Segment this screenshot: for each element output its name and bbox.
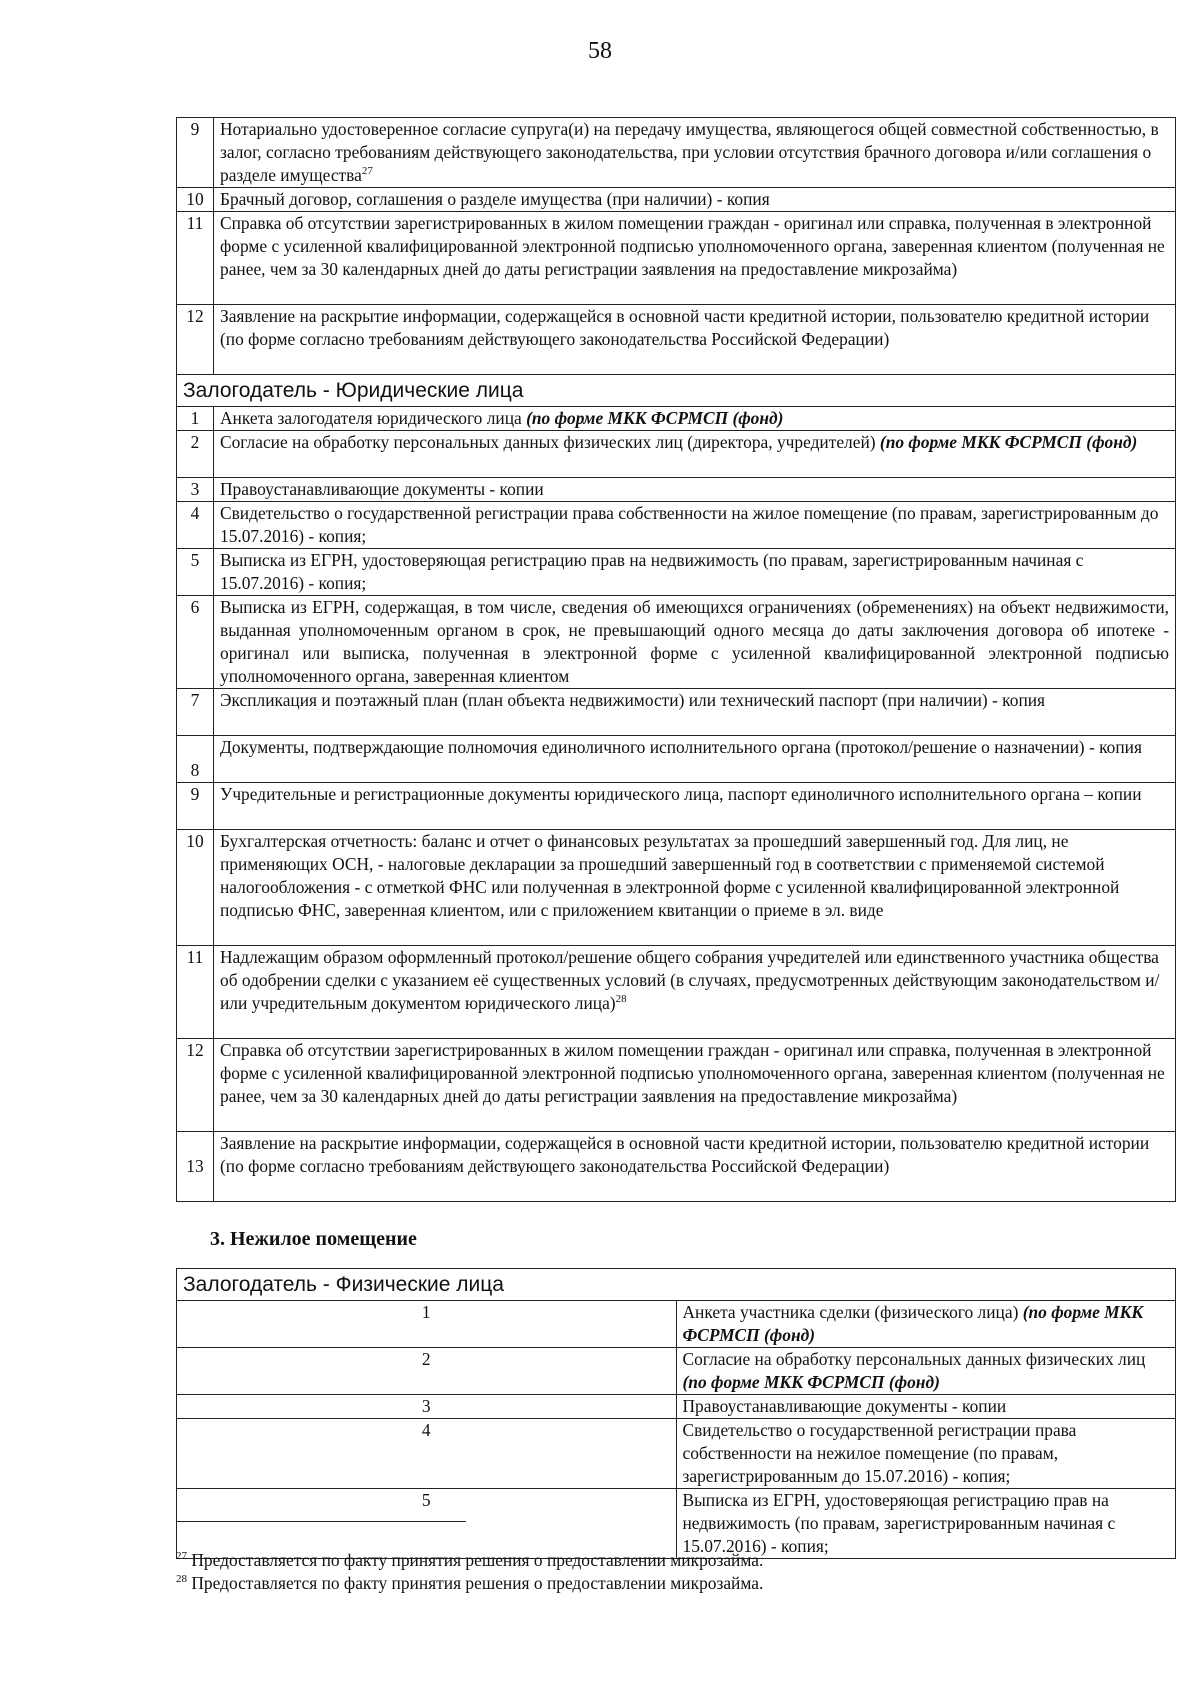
row-text: Анкета залогодателя юридического лица (по форме МКК ФСРМСП (фонд) [214, 407, 1176, 431]
table-row [177, 1301, 1176, 1348]
table-row [177, 212, 1176, 305]
section-title-individuals: Залогодатель - Физические лица [177, 1269, 1176, 1301]
table-row [177, 1132, 1176, 1202]
row-number: 9 [177, 118, 214, 188]
row-number: 12 [177, 1039, 214, 1132]
row-number: 2 [177, 1348, 677, 1395]
section-title-legal-entities: Залогодатель - Юридические лица [177, 375, 1176, 407]
row-number: 5 [177, 1489, 677, 1559]
row-number: 4 [177, 1419, 677, 1489]
table-row [177, 118, 1176, 188]
row-text: Выписка из ЕГРН, удостоверяющая регистрацию прав на недвижимость (по правам, зарегистрированным начиная с 15.07.2016) - копия; [214, 549, 1176, 596]
row-text: Нотариально удостоверенное согласие супруга(и) на передачу имущества, являющегося общей совместной собственностью, в залог, согласно требованиям действующего законодательства, при условии отсутствия брачного договора и/или соглашения о разделе имущества$^{27}$ [214, 118, 1176, 188]
row-number: 3 [177, 478, 214, 502]
row-number: 4 [177, 502, 214, 549]
row-text: Справка об отсутствии зарегистрированных в жилом помещении граждан - оригинал или справка, полученная в электронной форме с усиленной квалифицированной электронной подписью уполномоченного органа, заверенная клиентом (полученная не ранее, чем за 30 календарных дней до даты регистрации заявления на предоставление микрозайма) [214, 212, 1176, 305]
table-row [177, 407, 1176, 431]
section-header-row [177, 375, 1176, 407]
footnote-mark: 27 [176, 1550, 187, 1563]
footnote-separator [176, 1521, 466, 1522]
row-number: 13 [177, 1132, 214, 1202]
row-number: 11 [177, 946, 214, 1039]
table-row [177, 946, 1176, 1039]
row-text: Учредительные и регистрационные документы юридического лица, паспорт единоличного исполнительного органа – копии [214, 783, 1176, 830]
table-row [177, 1395, 1176, 1419]
table-row [177, 305, 1176, 375]
section-heading-non-residential: 3. Нежилое помещение [210, 1228, 417, 1250]
row-number: 6 [177, 596, 214, 689]
footnote-ref: 28 [615, 993, 627, 1006]
table-row [177, 596, 1176, 689]
row-text: Заявление на раскрытие информации, содержащейся в основной части кредитной истории, пользователю кредитной истории (по форме согласно требованиям действующего законодательства Российской Федерации) [214, 1132, 1176, 1202]
row-text: Свидетельство о государственной регистрации права собственности на жилое помещение (по правам, зарегистрированным до 15.07.2016) - копия; [214, 502, 1176, 549]
row-number: 10 [177, 188, 214, 212]
row-number: 8 [177, 736, 214, 783]
row-text: Надлежащим образом оформленный протокол/решение общего собрания учредителей или единственного участника общества об одобрении сделки с указанием её существенных условий (в случаях, предусмотренных действующим законодательством и/или учредительным документом юридического лица)$^{28}$ [214, 946, 1176, 1039]
table-row [177, 188, 1176, 212]
table-row [177, 549, 1176, 596]
row-text: Правоустанавливающие документы - копии [676, 1395, 1176, 1419]
table-row [177, 1348, 1176, 1395]
table-row [177, 478, 1176, 502]
footnote: $^{27}$ Предоставляется по факту принятия решения о предоставлении микрозайма. [176, 1550, 764, 1570]
section-header-row [177, 1269, 1176, 1301]
row-number: 3 [177, 1395, 677, 1419]
row-text: Свидетельство о государственной регистрации права собственности на нежилое помещение (по правам, зарегистрированным до 15.07.2016) - копия; [676, 1419, 1176, 1489]
row-text: Справка об отсутствии зарегистрированных в жилом помещении граждан - оригинал или справка, полученная в электронной форме с усиленной квалифицированной электронной подписью уполномоченного органа, заверенная клиентом (полученная не ранее, чем за 30 календарных дней до даты регистрации заявления на предоставление микрозайма) [214, 1039, 1176, 1132]
table-row [177, 830, 1176, 946]
table-row [177, 1489, 1176, 1559]
row-text: Согласие на обработку персональных данных физических лиц (директора, учредителей) (по форме МКК ФСРМСП (фонд) [214, 431, 1176, 478]
row-text: Брачный договор, соглашения о разделе имущества (при наличии) - копия [214, 188, 1176, 212]
row-text: Анкета участника сделки (физического лица) (по форме МКК ФСРМСП (фонд) [676, 1301, 1176, 1348]
documents-table-residential [176, 117, 1176, 1202]
row-text: Экспликация и поэтажный план (план объекта недвижимости) или технический паспорт (при наличии) - копия [214, 689, 1176, 736]
row-text: Заявление на раскрытие информации, содержащейся в основной части кредитной истории, пользователю кредитной истории (по форме согласно требованиям действующего законодательства Российской Федерации) [214, 305, 1176, 375]
footnote-ref: 27 [361, 165, 373, 178]
row-text: Документы, подтверждающие полномочия единоличного исполнительного органа (протокол/решение о назначении) - копия [214, 736, 1176, 783]
row-number: 9 [177, 783, 214, 830]
page-number: 58 [588, 38, 612, 64]
table-row [177, 1039, 1176, 1132]
row-number: 11 [177, 212, 214, 305]
row-text: Бухгалтерская отчетность: баланс и отчет о финансовых результатах за прошедший завершенный год. Для лиц, не применяющих ОСН, - налоговые декларации за прошедший завершенный год в соответствии с применяемой системой налогообложения - с отметкой ФНС или полученная в электронной форме с усиленной квалифицированной электронной подписью ФНС, заверенная клиентом, или с приложением квитанции о приеме в эл. виде [214, 830, 1176, 946]
row-text: Правоустанавливающие документы - копии [214, 478, 1176, 502]
row-text: Согласие на обработку персональных данных физических лиц (по форме МКК ФСРМСП (фонд) [676, 1348, 1176, 1395]
row-text: Выписка из ЕГРН, содержащая, в том числе, сведения об имеющихся ограничениях (обременениях) на объект недвижимости, выданная уполномоченным органом в срок, не превышающий одного месяца до даты заключения договора об ипотеке - оригинал или выписка, полученная в электронной форме с усиленной квалифицированной электронной подписью уполномоченного органа, заверенная клиентом [214, 596, 1176, 689]
row-number: 2 [177, 431, 214, 478]
row-number: 12 [177, 305, 214, 375]
footnote: $^{28}$ Предоставляется по факту принятия решения о предоставлении микрозайма. [176, 1573, 764, 1593]
table-row [177, 783, 1176, 830]
table-row [177, 502, 1176, 549]
row-number: 1 [177, 1301, 677, 1348]
row-number: 10 [177, 830, 214, 946]
row-number: 7 [177, 689, 214, 736]
row-number: 1 [177, 407, 214, 431]
footnote-mark: 28 [176, 1573, 187, 1586]
row-number: 5 [177, 549, 214, 596]
table-row [177, 736, 1176, 783]
table-row [177, 1419, 1176, 1489]
documents-table-non-residential [176, 1268, 1176, 1559]
table-row [177, 431, 1176, 478]
table-row [177, 689, 1176, 736]
row-text: Выписка из ЕГРН, удостоверяющая регистрацию прав на недвижимость (по правам, зарегистрированным начиная с 15.07.2016) - копия; [676, 1489, 1176, 1559]
